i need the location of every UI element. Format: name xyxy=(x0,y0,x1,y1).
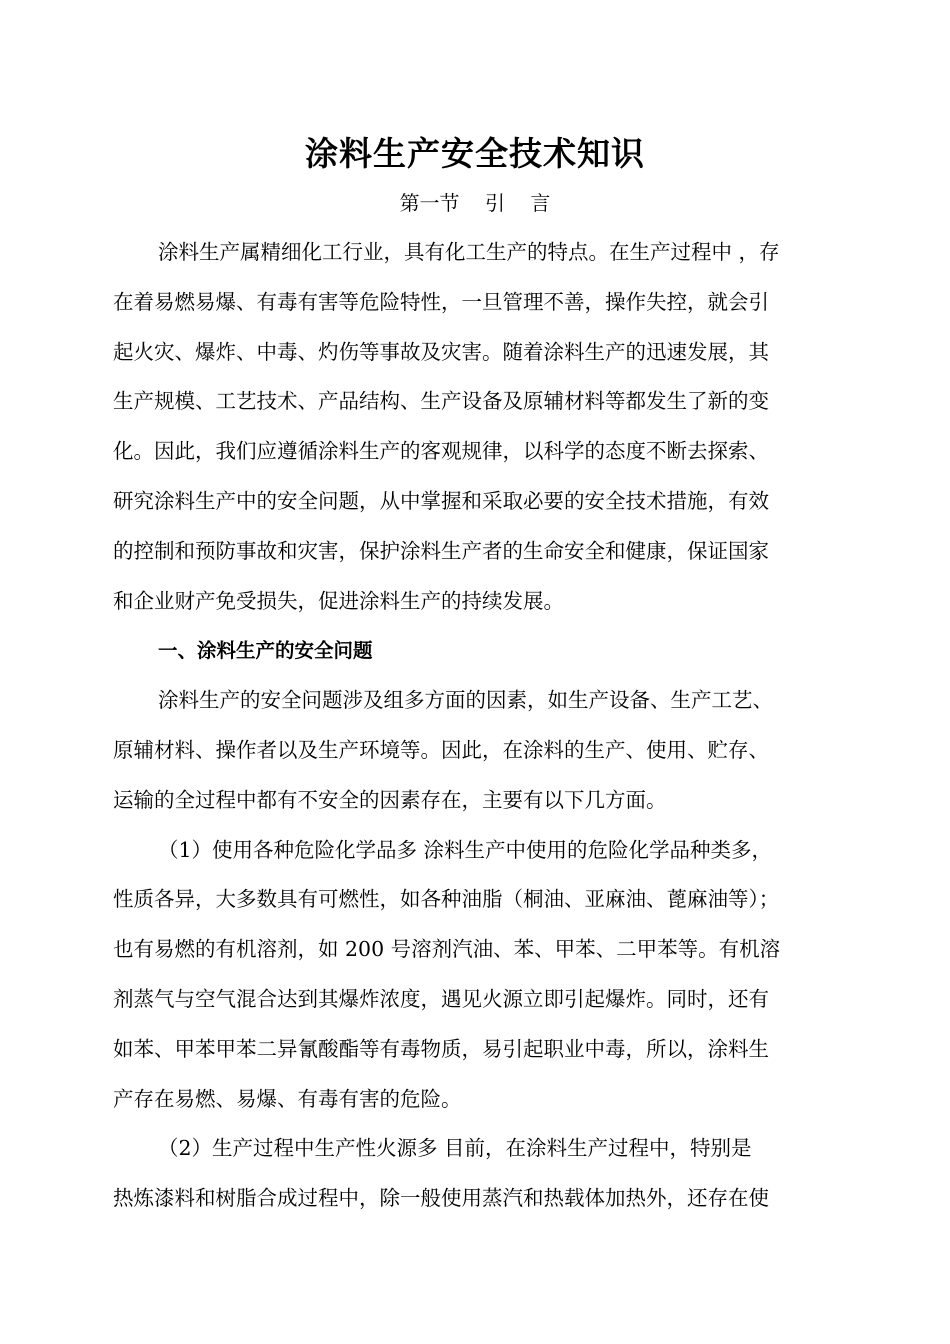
paragraph-line: 性质各异，大多数具有可燃性，如各种油脂（桐油、亚麻油、蓖麻油等）； xyxy=(113,887,780,911)
paragraph-line: 热炼漆料和树脂合成过程中，除一般使用蒸汽和热载体加热外，还存在使 xyxy=(113,1186,769,1210)
document-title: 涂料生产安全技术知识 xyxy=(305,134,645,173)
paragraph-line: 研究涂料生产中的安全问题，从中掌握和采取必要的安全技术措施，有效 xyxy=(113,489,769,513)
paragraph-line: 在着易燃易爆、有毒有害等危险特性，一旦管理不善，操作失控，就会引 xyxy=(113,290,769,314)
paragraph-line: 涂料生产的安全问题涉及组多方面的因素，如生产设备、生产工艺、 xyxy=(158,688,773,712)
paragraph-line: 如苯、甲苯甲苯二异氰酸酯等有毒物质，易引起职业中毒，所以，涂料生 xyxy=(113,1037,769,1061)
section-title: 第一节 引 言 xyxy=(399,191,551,215)
paragraph-line: 原辅材料、操作者以及生产环境等。因此，在涂料的生产、使用、贮存、 xyxy=(113,738,769,762)
paragraph-line: 涂料生产属精细化工行业，具有化工生产的特点。在生产过程中 ，存 xyxy=(158,240,780,264)
paragraph-line: 的控制和预防事故和灾害，保护涂料生产者的生命安全和健康，保证国家 xyxy=(113,539,769,563)
list-item-line: （1）使用各种危险化学品多 涂料生产中使用的危险化学品种类多， xyxy=(158,838,773,862)
paragraph-line: 剂蒸气与空气混合达到其爆炸浓度，遇见火源立即引起爆炸。同时，还有 xyxy=(113,987,769,1011)
paragraph-line: 和企业财产免受损失，促进涂料生产的持续发展。 xyxy=(113,589,564,613)
paragraph-line: 化。因此，我们应遵循涂料生产的客观规律，以科学的态度不断去探索、 xyxy=(113,439,769,463)
paragraph-line: 也有易燃的有机溶剂，如 200 号溶剂汽油、苯、甲苯、二甲苯等。有机溶 xyxy=(113,937,781,961)
list-item-line: （2）生产过程中生产性火源多 目前，在涂料生产过程中，特别是 xyxy=(158,1136,752,1160)
paragraph-line: 起火灾、爆炸、中毒、灼伤等事故及灾害。随着涂料生产的迅速发展，其 xyxy=(113,340,769,364)
paragraph-line: 生产规模、工艺技术、产品结构、生产设备及原辅材料等都发生了新的变 xyxy=(113,389,769,413)
paragraph-line: 运输的全过程中都有不安全的因素存在，主要有以下几方面。 xyxy=(113,788,667,812)
paragraph-line: 产存在易燃、易爆、有毒有害的危险。 xyxy=(113,1087,462,1111)
section-heading: 一、涂料生产的安全问题 xyxy=(158,639,373,662)
